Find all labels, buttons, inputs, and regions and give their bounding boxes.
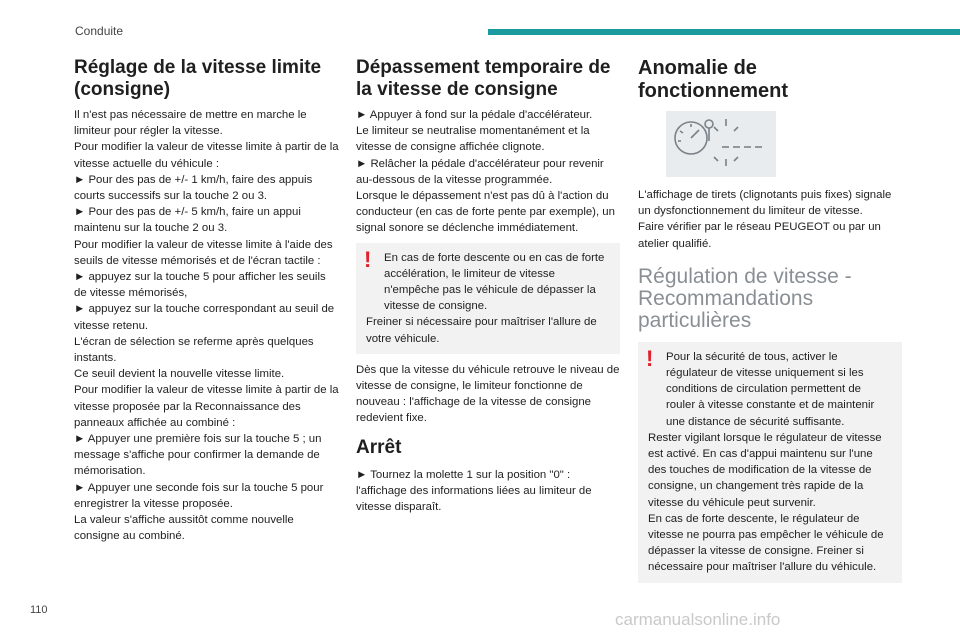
warning-icon: ! (364, 246, 372, 272)
section-title: Conduite (75, 24, 124, 38)
paragraph: Pour modifier la valeur de vitesse limite à l'aide des seuils de vitesse mémorisés et de l'écran tactile : (74, 238, 333, 267)
column-speed-setting (74, 57, 340, 544)
paragraph: Faire vérifier par le réseau PEUGEOT ou par un atelier qualifié. (638, 221, 881, 250)
heading-speed-setting: Réglage de la vitesse limite (consigne) (74, 57, 322, 100)
paragraph: L'écran de sélection se referme après quelques instants. (74, 335, 314, 365)
paragraph: ► Pour des pas de +/- 5 km/h, faire un appui maintenu sur la touche 2 ou 3. (74, 206, 301, 235)
paragraph: Lorsque le dépassement n'est pas dû à l'action du conducteur (en cas de forte pente par exemple), un signal sonore se déclenche immédiatement. (356, 190, 615, 235)
warning-box (638, 342, 902, 583)
column-malfunction (638, 57, 902, 591)
paragraph: ► appuyez sur la touche 5 pour afficher les seuils de vitesse mémorisés, (74, 271, 326, 300)
warning-text: Rester vigilant lorsque le régulateur de vitesse est activé. En cas d'appui maintenu sur l'une des touches de modification de la vitesse de consigne, un changement très rapide de la vitesse du véhicule peut survenir. (648, 431, 882, 509)
paragraph: ► Tournez la molette 1 sur la position "0" : l'affichage des informations liées au limiteur de vitesse disparaît. (356, 468, 592, 514)
speed-limiter-fault-icon-graphic (666, 111, 776, 177)
heading-stop: Arrêt (356, 436, 402, 458)
warning-box (356, 243, 620, 354)
paragraph: ► Appuyer à fond sur la pédale d'accélérateur. (356, 109, 593, 121)
page-number: 110 (30, 604, 48, 616)
paragraph: Pour modifier la valeur de vitesse limite à partir de la vitesse proposée par la Reconnaissance des panneaux affichée au combiné : (74, 384, 339, 429)
warning-icon: ! (646, 345, 654, 371)
paragraph: ► Appuyer une première fois sur la touche 5 ; un message s'affiche pour confirmer la demande de mémorisation. (74, 433, 322, 478)
warning-text: Freiner si nécessaire pour maîtriser l'allure de votre véhicule. (366, 316, 597, 345)
speed-limiter-fault-icon (666, 111, 776, 177)
paragraph: La valeur s'affiche aussitôt comme nouvelle consigne au combiné. (74, 514, 294, 543)
paragraph: Pour modifier la valeur de vitesse limite à partir de la vitesse actuelle du véhicule : (74, 141, 339, 170)
paragraph: Il n'est pas nécessaire de mettre en marche le limiteur pour régler la vitesse. (74, 109, 307, 138)
heading-cruise-control-recommendations: Régulation de vitesse - Recommandations particulières (638, 264, 852, 332)
paragraph: Dès que la vitesse du véhicule retrouve le niveau de vitesse de consigne, le limiteur fonctionne de nouveau : l'affichage de la vitesse de consigne redevient fixe. (356, 363, 620, 425)
header-accent-bar (488, 29, 960, 35)
paragraph: ► Appuyer une seconde fois sur la touche 5 pour enregistrer la vitesse proposée. (74, 481, 324, 510)
watermark: carmanualsonline.info (615, 610, 781, 629)
paragraph: Le limiteur se neutralise momentanément et la vitesse de consigne affichée clignote. (356, 125, 590, 154)
heading-malfunction: Anomalie de fonctionnement (638, 57, 788, 102)
warning-text: En cas de forte descente ou en cas de forte accélération, le limiteur de vitesse n'empêche pas le véhicule de dépasser la vitesse de consigne. (384, 251, 605, 313)
paragraph: L'affichage de tirets (clignotants puis fixes) signale un dysfonctionnement du limiteur de vitesse. (638, 189, 892, 218)
paragraph: ► Pour des pas de +/- 1 km/h, faire des appuis courts successifs sur la touche 2 ou 3. (74, 173, 313, 203)
paragraph: ► appuyez sur la touche correspondant au seuil de vitesse retenu. (74, 303, 335, 332)
paragraph: Ce seuil devient la nouvelle vitesse limite. (74, 368, 285, 381)
column-temporary-overspeed (356, 57, 620, 515)
paragraph: ► Relâcher la pédale d'accélérateur pour revenir au-dessous de la vitesse programmée. (356, 157, 604, 186)
heading-temporary-overspeed: Dépassement temporaire de la vitesse de consigne (356, 57, 611, 100)
warning-text: En cas de forte descente, le régulateur de vitesse ne pourra pas empêcher le véhicule de dépasser la vitesse de consigne. Freiner si nécessaire pour maîtriser l'allure du véhicule. (648, 512, 884, 574)
warning-text: Pour la sécurité de tous, activer le régulateur de vitesse uniquement si les conditions de circulation permettent de rouler à vitesse constante et de maintenir une distance de sécurité suffisante. (666, 350, 875, 428)
